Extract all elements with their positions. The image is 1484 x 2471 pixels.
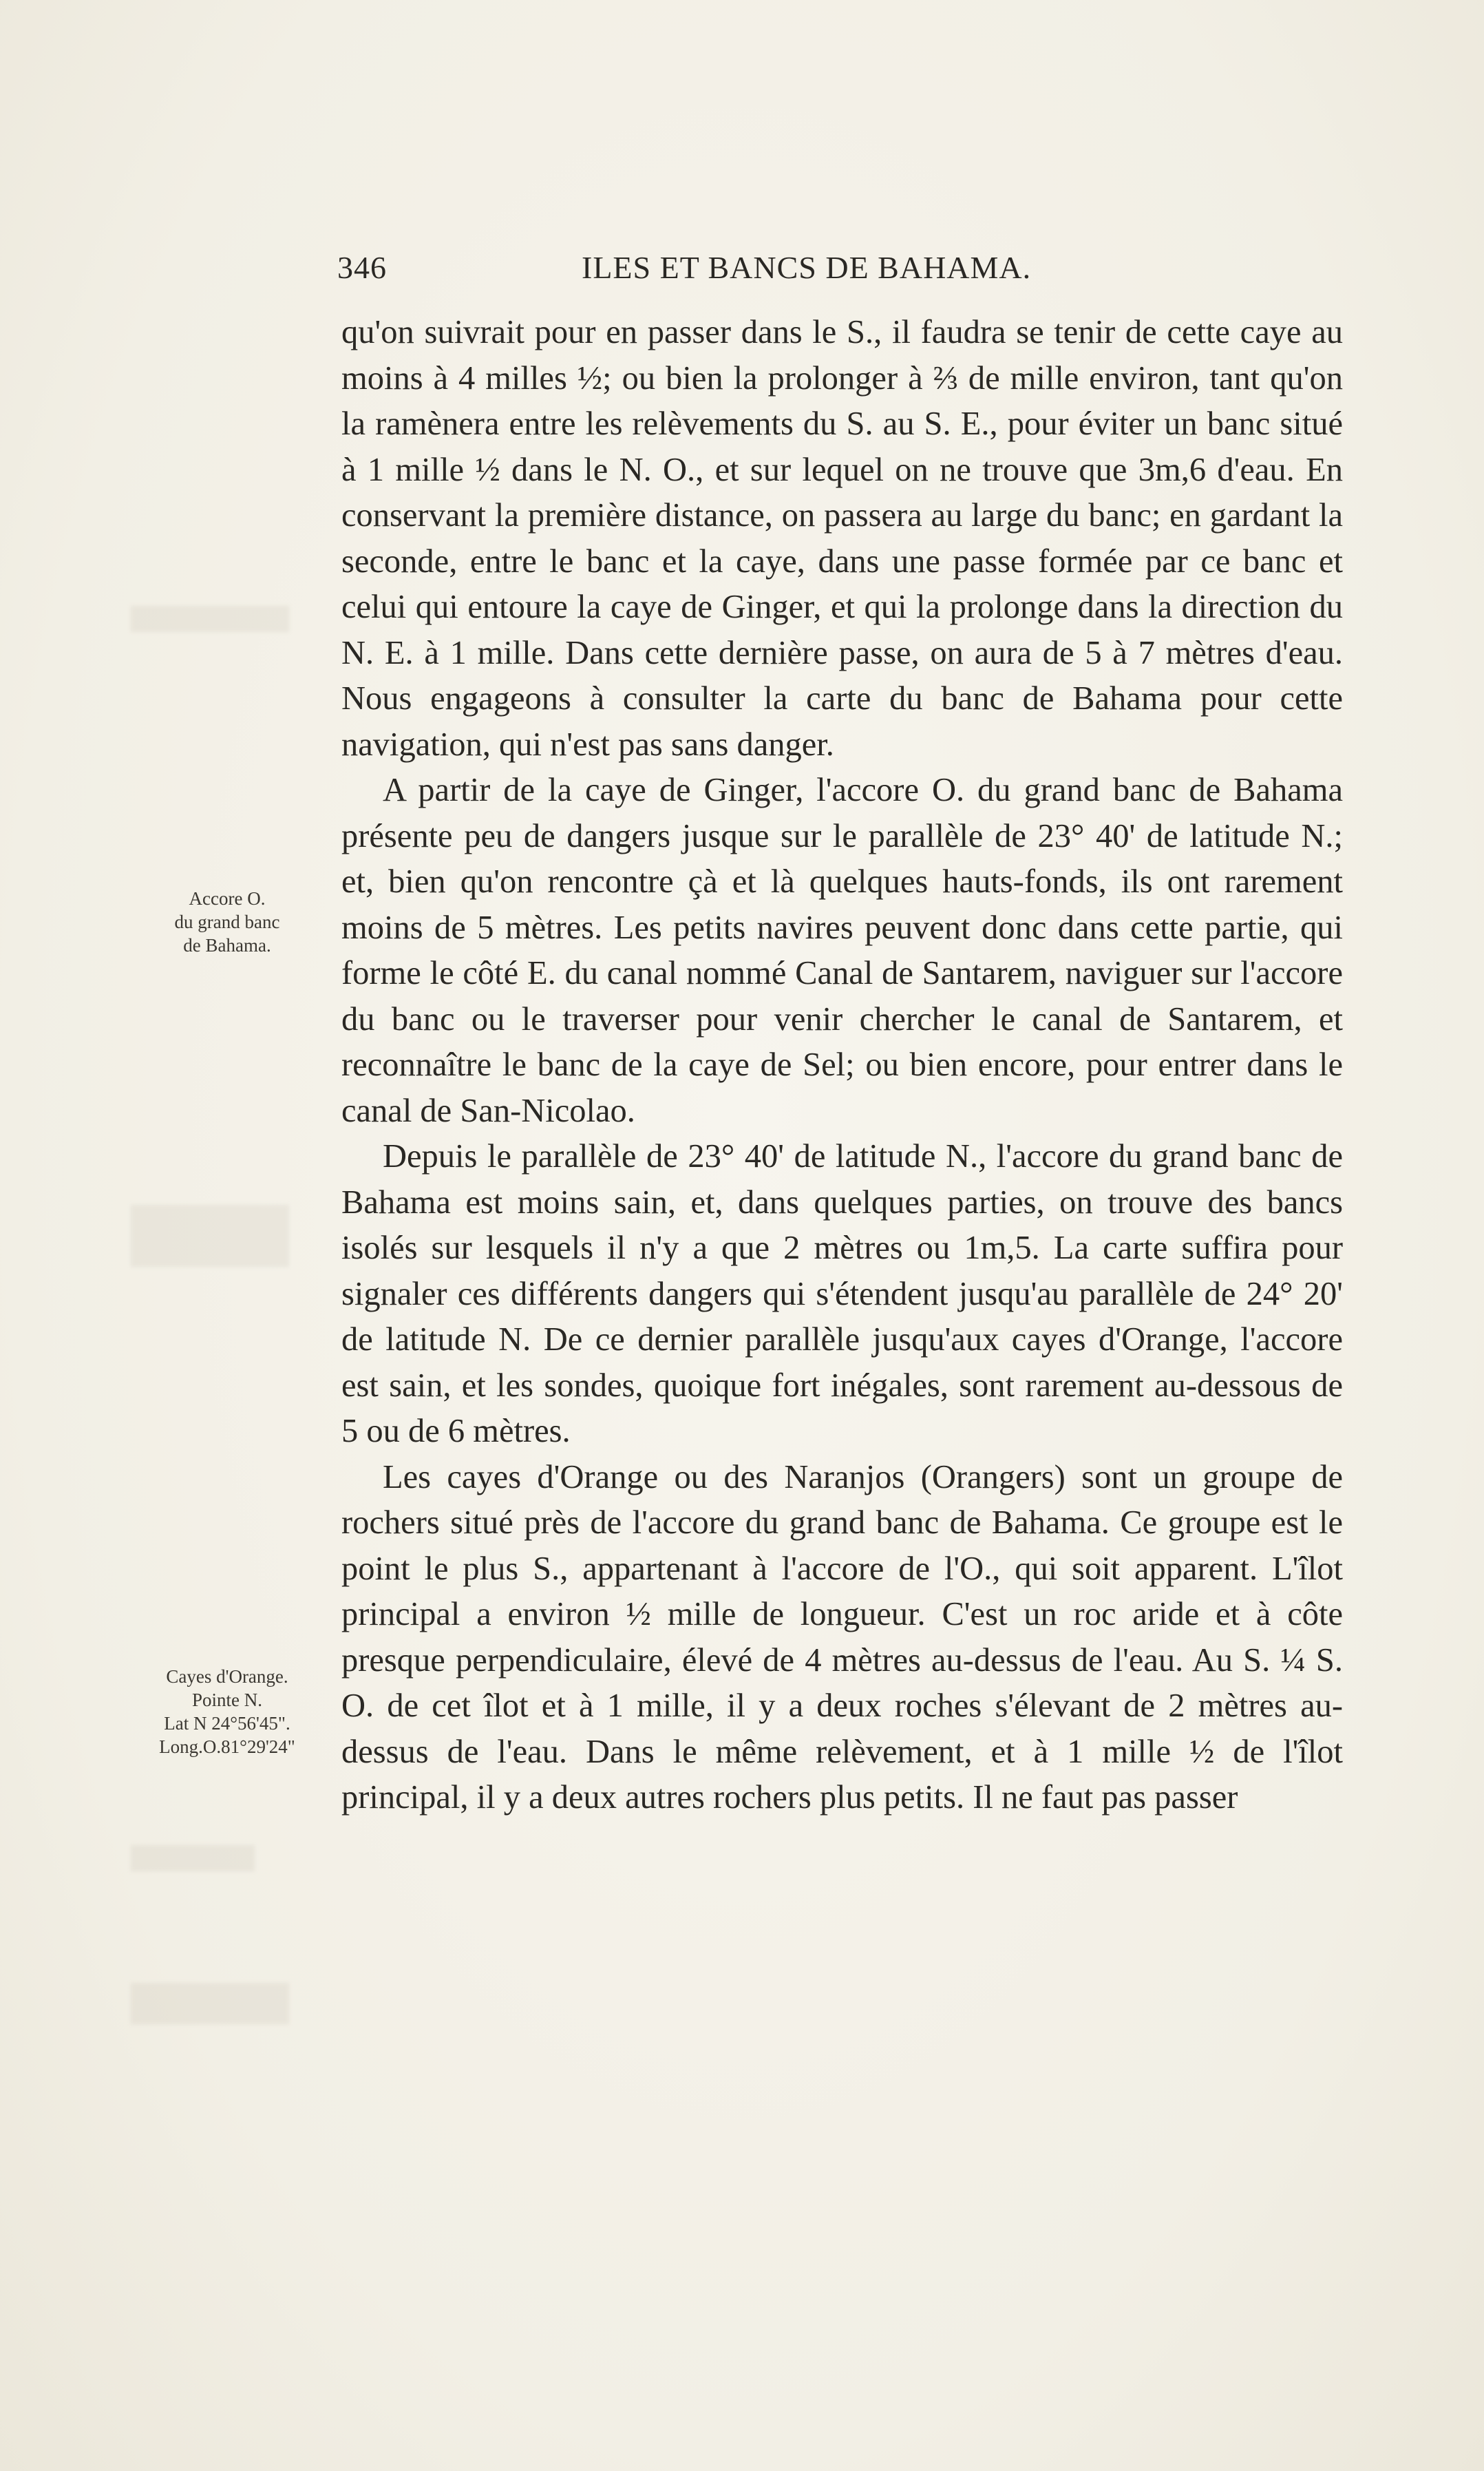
- running-header: [337, 249, 1342, 291]
- margin-note-line: Lat N 24°56'45".: [164, 1713, 290, 1734]
- paragraph-accore: A partir de la caye de Ginger, l'accore O. du grand banc de Bahama présente peu de dangers jusque sur le parallèle de 23° 40' de latitude N.; et, bien qu'on rencontre çà et là quelques hauts-fonds, ils ont rarement moins de 5 mètres. Les petits navires peuvent donc dans cette partie, qui forme le côté E. du canal nommé Canal de Santarem, naviguer sur l'accore du banc ou le traverser pour venir chercher le canal de Santarem, et reconnaître le banc de la caye de Sel; ou bien encore, pour entrer dans le canal de San-Nicolao.: [341, 772, 1343, 1129]
- margin-note-line: Pointe N.: [191, 1690, 262, 1710]
- margin-note-line: Accore O.: [189, 888, 266, 909]
- margin-note-line: Long.O.81°29'24": [159, 1736, 295, 1757]
- margin-note-line: du grand banc: [174, 912, 280, 932]
- paragraph-parallele: Depuis le parallèle de 23° 40' de latitude N., l'accore du grand banc de Bahama est moins sain, et, dans quelques parties, on trouve des bancs isolés sur lesquels il n'y a que 2 mètres ou 1m,5. La carte suffira pour signaler ces différents dangers qui s'étendent jusqu'au parallèle de 24° 20' de latitude N. De ce dernier parallèle jusqu'aux cayes d'Orange, l'accore est sain, et les sondes, quoique fort inégales, sont rarement au-dessous de 5 ou de 6 mètres.: [341, 1138, 1343, 1449]
- paragraph-continuation: qu'on suivrait pour en passer dans le S., il faudra se tenir de cette caye au moins à 4 milles ½; ou bien la prolonger à ⅔ de mille environ, tant qu'on la ramènera entre les relèvements du S. au S. E., pour éviter un banc situé à 1 mille ½ dans le N. O., et sur lequel on ne trouve que 3m,6 d'eau. En conservant la première distance, on passera au large du banc; en gardant la seconde, entre le banc et la caye, dans une passe formée par ce banc et celui qui entoure la caye de Ginger, et qui la prolonge dans la direction du N. E. à 1 mille. Dans cette dernière passe, on aura de 5 à 7 mètres d'eau. Nous engageons à consulter la carte du banc de Bahama pour cette navigation, qui n'est pas sans danger.: [341, 314, 1343, 763]
- bleed-through-mark: [131, 1983, 289, 2024]
- margin-note-cayes-orange: [124, 1665, 330, 1758]
- bleed-through-mark: [131, 606, 289, 632]
- bleed-through-mark: [131, 1845, 255, 1871]
- margin-note-accore: [124, 887, 330, 957]
- running-title: ILES ET BANCS DE BAHAMA.: [582, 250, 1032, 285]
- bleed-through-mark: [131, 1205, 289, 1267]
- paragraph-cayes-orange: Les cayes d'Orange ou des Naranjos (Orangers) sont un groupe de rochers situé près de l'accore du grand banc de Bahama. Ce groupe est le point le plus S., appartenant à l'accore de l'O., qui soit apparent. L'îlot principal a environ ½ mille de longueur. C'est un roc aride et à côte presque perpendiculaire, élevé de 4 mètres au-dessus de l'eau. Au S. ¼ S. O. de cet îlot et à 1 mille, il y a deux roches s'élevant de 2 mètres au-dessus de l'eau. Dans le même relèvement, et à 1 mille ½ de l'îlot principal, il y a deux autres rochers plus petits. Il ne faut pas passer: [341, 1458, 1343, 1816]
- margin-note-line: Cayes d'Orange.: [166, 1666, 288, 1687]
- page-number: 346: [337, 250, 387, 285]
- body-text: [341, 310, 1343, 1821]
- margin-note-line: de Bahama.: [183, 935, 271, 956]
